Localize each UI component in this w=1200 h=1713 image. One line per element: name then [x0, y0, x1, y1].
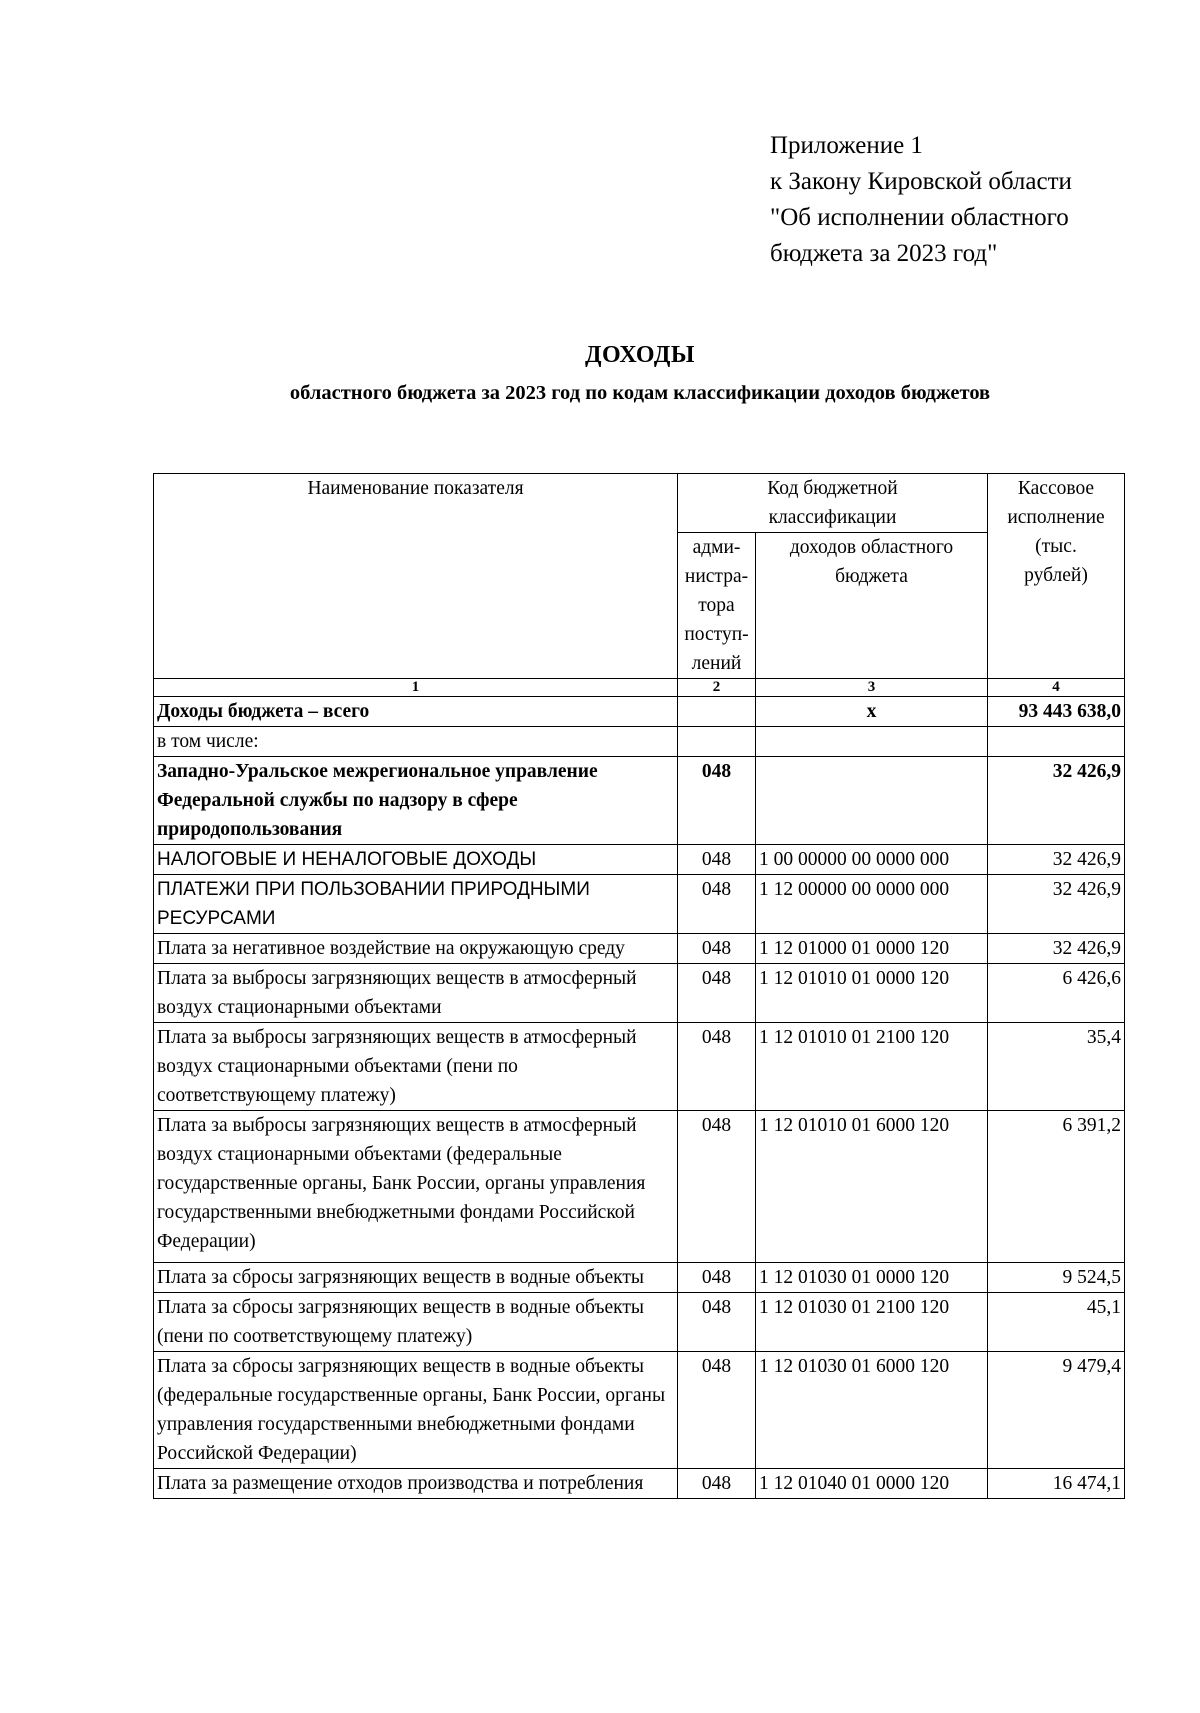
row-code: 1 00 00000 00 0000 000	[756, 845, 988, 875]
header-income-line: доходов областного	[789, 537, 954, 558]
row-name: Плата за сбросы загрязняющих веществ в водные объекты	[154, 1263, 678, 1293]
total-admin	[678, 697, 756, 727]
header-admin-line: нистра-	[684, 566, 749, 587]
page-title: ДОХОДЫ	[585, 342, 695, 368]
page-subtitle: областного бюджета за 2023 год по кодам классификации доходов бюджетов	[289, 382, 991, 404]
row-name: Плата за выбросы загрязняющих веществ в атмосферный воздух стационарными объектами (пени по соответствующему платежу)	[154, 1023, 678, 1111]
table-row	[154, 1469, 1125, 1499]
header-income-line: бюджета	[835, 566, 908, 587]
including-row	[154, 727, 1125, 757]
total-amount: 93 443 638,0	[988, 697, 1125, 727]
header-execution-line: рублей)	[1024, 565, 1088, 586]
header-code-group-line: классификации	[768, 507, 897, 528]
header-code-group	[678, 474, 988, 533]
total-name: Доходы бюджета – всего	[154, 697, 678, 727]
header-execution-line: исполнение	[1007, 507, 1105, 528]
row-name: Плата за выбросы загрязняющих веществ в атмосферный воздух стационарными объектами	[154, 964, 678, 1023]
header-admin-line: лений	[691, 653, 742, 674]
table-row	[154, 934, 1125, 964]
appendix-line: "Об исполнении областного	[770, 204, 1069, 231]
row-amount: 16 474,1	[988, 1469, 1125, 1499]
table-row	[154, 1263, 1125, 1293]
appendix-line: Приложение 1	[770, 132, 923, 159]
empty-cell	[756, 757, 988, 845]
total-row	[154, 697, 1125, 727]
header-admin	[678, 533, 756, 679]
row-admin: 048	[678, 845, 756, 875]
row-name: Плата за выбросы загрязняющих веществ в атмосферный воздух стационарными объектами (федеральные государственные органы, Банк России, органы управления государственными внебюджетными фондами Российской Федерации)	[154, 1111, 678, 1263]
column-number: 4	[988, 679, 1125, 697]
total-code: х	[756, 697, 988, 727]
row-code: 1 12 01040 01 0000 120	[756, 1469, 988, 1499]
row-code: 1 12 01030 01 2100 120	[756, 1293, 988, 1352]
row-name: Плата за сбросы загрязняющих веществ в водные объекты (пени по соответствующему платежу)	[154, 1293, 678, 1352]
table-row	[154, 1023, 1125, 1111]
empty-cell	[988, 727, 1125, 757]
header-code-group-line: Код бюджетной	[767, 478, 898, 499]
row-amount: 6 426,6	[988, 964, 1125, 1023]
header-admin-line: адми-	[692, 537, 741, 558]
row-admin: 048	[678, 875, 756, 934]
row-admin: 048	[678, 1263, 756, 1293]
income-table	[153, 473, 1125, 1499]
table-row	[154, 1111, 1125, 1263]
row-admin: 048	[678, 1469, 756, 1499]
column-number: 2	[678, 679, 756, 697]
appendix-line: бюджета за 2023 год"	[770, 240, 998, 267]
agency-admin: 048	[678, 757, 756, 845]
row-name: Плата за негативное воздействие на окружающую среду	[154, 934, 678, 964]
agency-amount: 32 426,9	[988, 757, 1125, 845]
row-code: 1 12 01010 01 0000 120	[756, 964, 988, 1023]
header-execution-line: Кассовое	[1017, 478, 1095, 499]
row-amount: 6 391,2	[988, 1111, 1125, 1263]
row-code: 1 12 01000 01 0000 120	[756, 934, 988, 964]
header-income-code	[756, 533, 988, 679]
row-amount: 9 524,5	[988, 1263, 1125, 1293]
column-number: 3	[756, 679, 988, 697]
row-code: 1 12 01030 01 0000 120	[756, 1263, 988, 1293]
row-admin: 048	[678, 934, 756, 964]
empty-cell	[756, 727, 988, 757]
row-amount: 32 426,9	[988, 875, 1125, 934]
row-code: 1 12 01010 01 2100 120	[756, 1023, 988, 1111]
table-row	[154, 1352, 1125, 1469]
header-name: Наименование показателя	[154, 474, 678, 679]
row-name: НАЛОГОВЫЕ И НЕНАЛОГОВЫЕ ДОХОДЫ	[154, 845, 678, 875]
header-admin-line: тора	[698, 595, 735, 616]
row-amount: 32 426,9	[988, 845, 1125, 875]
header-row	[154, 474, 1125, 533]
row-code: 1 12 00000 00 0000 000	[756, 875, 988, 934]
row-name: Плата за размещение отходов производства и потребления	[154, 1469, 678, 1499]
row-amount: 9 479,4	[988, 1352, 1125, 1469]
table-row	[154, 1293, 1125, 1352]
row-amount: 45,1	[988, 1293, 1125, 1352]
agency-row	[154, 757, 1125, 845]
row-amount: 35,4	[988, 1023, 1125, 1111]
row-code: 1 12 01010 01 6000 120	[756, 1111, 988, 1263]
table-row	[154, 964, 1125, 1023]
row-admin: 048	[678, 964, 756, 1023]
row-admin: 048	[678, 1352, 756, 1469]
table-row	[154, 845, 1125, 875]
table-row	[154, 875, 1125, 934]
row-amount: 32 426,9	[988, 934, 1125, 964]
row-code: 1 12 01030 01 6000 120	[756, 1352, 988, 1469]
column-number: 1	[154, 679, 678, 697]
header-admin-line: поступ-	[684, 624, 749, 645]
empty-cell	[678, 727, 756, 757]
row-admin: 048	[678, 1023, 756, 1111]
appendix-line: к Закону Кировской области	[770, 168, 1072, 195]
appendix-block	[770, 128, 1072, 272]
agency-name: Западно-Уральское межрегиональное управление Федеральной службы по надзору в сфере природопользования	[154, 757, 678, 845]
header-execution	[988, 474, 1125, 679]
row-name: ПЛАТЕЖИ ПРИ ПОЛЬЗОВАНИИ ПРИРОДНЫМИ РЕСУРСАМИ	[154, 875, 678, 934]
row-name: Плата за сбросы загрязняющих веществ в водные объекты (федеральные государственные органы, Банк России, органы управления государственными внебюджетными фондами Российской Федерации)	[154, 1352, 678, 1469]
row-admin: 048	[678, 1293, 756, 1352]
row-admin: 048	[678, 1111, 756, 1263]
including-label: в том числе:	[154, 727, 678, 757]
column-number-row	[154, 679, 1125, 697]
header-execution-line: (тыс.	[1035, 536, 1077, 557]
